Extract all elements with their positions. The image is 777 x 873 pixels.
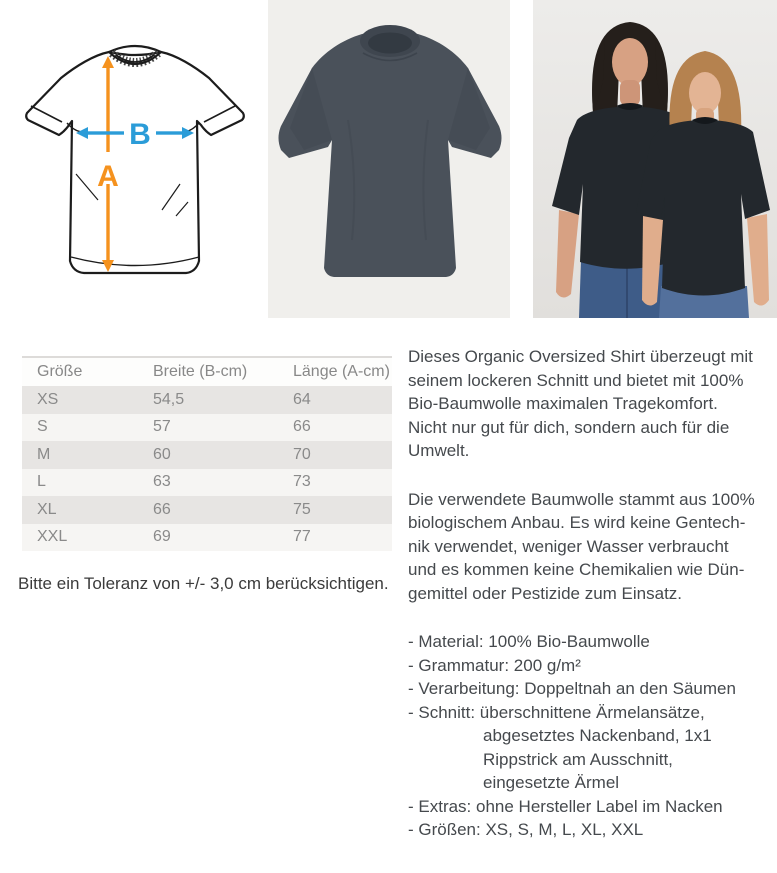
product-description — [408, 345, 774, 867]
cell-width: 57 — [153, 418, 171, 436]
detail-groessen: - Größen: XS, S, M, L, XL, XXL — [408, 820, 644, 839]
detail-schnitt: - Schnitt: überschnittene Ärmelansätze, — [408, 702, 705, 722]
cell-length: 70 — [293, 445, 311, 463]
text-line: und es kommen keine Chemikalien wie Dün- — [408, 560, 745, 579]
text-line: Umwelt. — [408, 441, 470, 460]
length-arrow-label: A — [97, 160, 119, 193]
detail-material: - Material: 100% Bio-Baumwolle — [408, 632, 650, 651]
product-photo-models — [533, 0, 777, 318]
size-table — [22, 356, 392, 551]
female-face — [689, 72, 721, 114]
cell-size: L — [37, 473, 46, 491]
product-photo-flat — [268, 0, 510, 318]
cell-width: 60 — [153, 445, 171, 463]
cell-width: 66 — [153, 500, 171, 518]
table-row-xs — [22, 386, 392, 414]
male-neck — [620, 80, 640, 106]
cell-width: 54,5 — [153, 390, 185, 408]
text-line: Die verwendete Baumwolle stammt aus 100% — [408, 489, 755, 509]
column-header-size: Größe — [37, 363, 83, 380]
detail-verarbeitung: - Verarbeitung: Doppeltnah an den Säumen — [408, 679, 736, 698]
table-row-xl — [22, 496, 392, 524]
text-line: seinem lockeren Schnitt und bietet mit 100% — [408, 370, 744, 390]
text-line: Nicht nur gut für dich, sondern auch für die — [408, 417, 730, 437]
text-line: biologischem Anbau. Es wird keine Gentech- — [408, 513, 746, 532]
tshirt-body — [26, 52, 244, 273]
table-row-l — [22, 469, 392, 497]
text-line: nik verwendet, weniger Wasser verbraucht — [408, 536, 729, 556]
cell-size: XL — [37, 500, 57, 518]
cell-length: 64 — [293, 390, 311, 408]
text-line: gemittel oder Pestizide zum Einsatz. — [408, 583, 683, 603]
cell-size: XS — [37, 390, 59, 408]
detail-schnitt-cont: eingesetzte Ärmel — [483, 773, 620, 792]
cell-width: 63 — [153, 473, 171, 491]
table-row-xxl — [22, 524, 392, 552]
cell-width: 69 — [153, 528, 171, 546]
column-header-length: Länge (A-cm) — [293, 363, 390, 380]
cell-size: XXL — [37, 528, 68, 546]
description-intro-paragraph — [408, 345, 774, 463]
description-details-list — [408, 630, 774, 842]
cell-length: 75 — [293, 500, 311, 518]
column-header-width: Breite (B-cm) — [153, 363, 248, 380]
detail-grammatur: - Grammatur: 200 g/m² — [408, 655, 581, 675]
detail-schnitt-cont: Rippstrick am Ausschnitt, — [483, 749, 673, 769]
description-cotton-paragraph — [408, 488, 774, 606]
table-row-m — [22, 441, 392, 469]
text-line: Bio-Baumwolle maximalen Tragekomfort. — [408, 394, 718, 413]
cell-size: S — [37, 418, 48, 436]
cell-length: 66 — [293, 418, 311, 436]
width-arrow-label: B — [129, 118, 151, 151]
size-table-header-row — [22, 358, 392, 386]
table-row-s — [22, 414, 392, 442]
detail-schnitt-cont: abgesetztes Nackenband, 1x1 — [483, 726, 712, 745]
male-face — [612, 38, 648, 86]
text-line: Dieses Organic Oversized Shirt überzeugt mit — [408, 347, 753, 366]
detail-extras: - Extras: ohne Hersteller Label im Nacken — [408, 796, 723, 816]
size-measurement-diagram — [18, 14, 248, 306]
tolerance-note: Bitte ein Toleranz von +/- 3,0 cm berücksichtigen. — [18, 574, 389, 593]
cell-length: 77 — [293, 528, 311, 546]
cell-length: 73 — [293, 473, 311, 491]
cell-size: M — [37, 445, 51, 463]
tshirt-outline-icon — [26, 52, 244, 273]
